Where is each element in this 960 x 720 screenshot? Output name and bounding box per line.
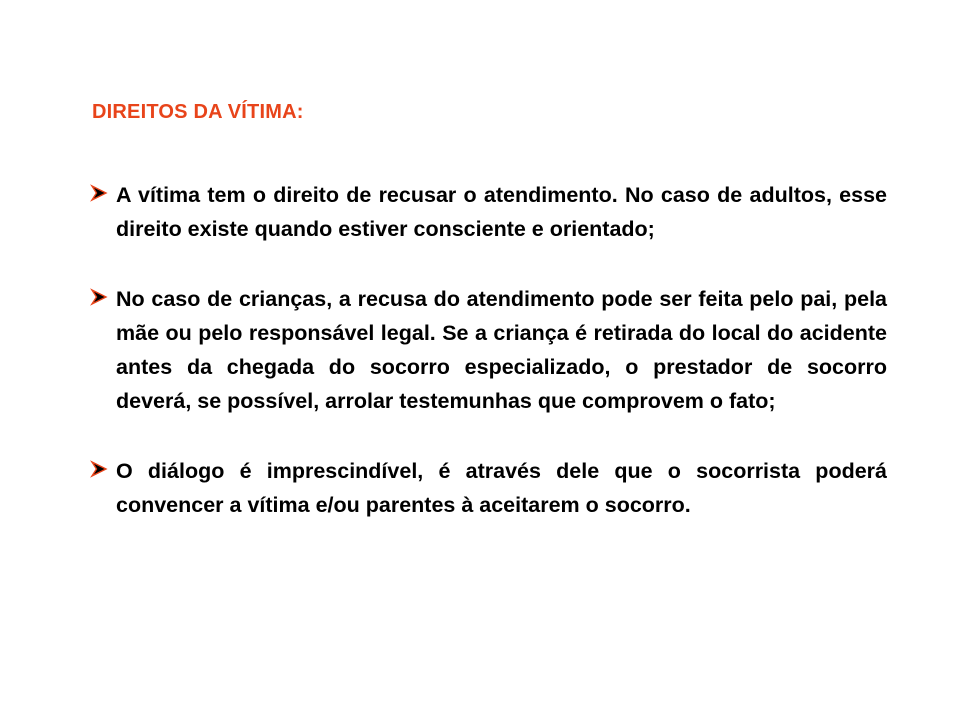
arrowhead-bullet-icon: [90, 460, 108, 478]
arrowhead-bullet-icon: [90, 184, 108, 202]
bullet-item: [92, 454, 887, 522]
bullet-item: [92, 178, 887, 246]
bullet-list: [92, 178, 887, 558]
bullet-text: No caso de crianças, a recusa do atendimento pode ser feita pelo pai, pela mãe ou pelo responsável legal. Se a criança é retirada do local do acidente antes da chegada do socorro especializado, o prestador de socorro deverá, se possível, arrolar testemunhas que comprovem o fato;: [116, 287, 887, 413]
arrowhead-bullet-icon: [90, 288, 108, 306]
bullet-item: [92, 282, 887, 418]
slide-title: DIREITOS DA VÍTIMA:: [92, 101, 304, 123]
bullet-text: O diálogo é imprescindível, é através dele que o socorrista poderá convencer a vítima e/ou parentes à aceitarem o socorro.: [116, 459, 887, 517]
bullet-text: A vítima tem o direito de recusar o atendimento. No caso de adultos, esse direito existe quando estiver consciente e orientado;: [116, 183, 887, 241]
